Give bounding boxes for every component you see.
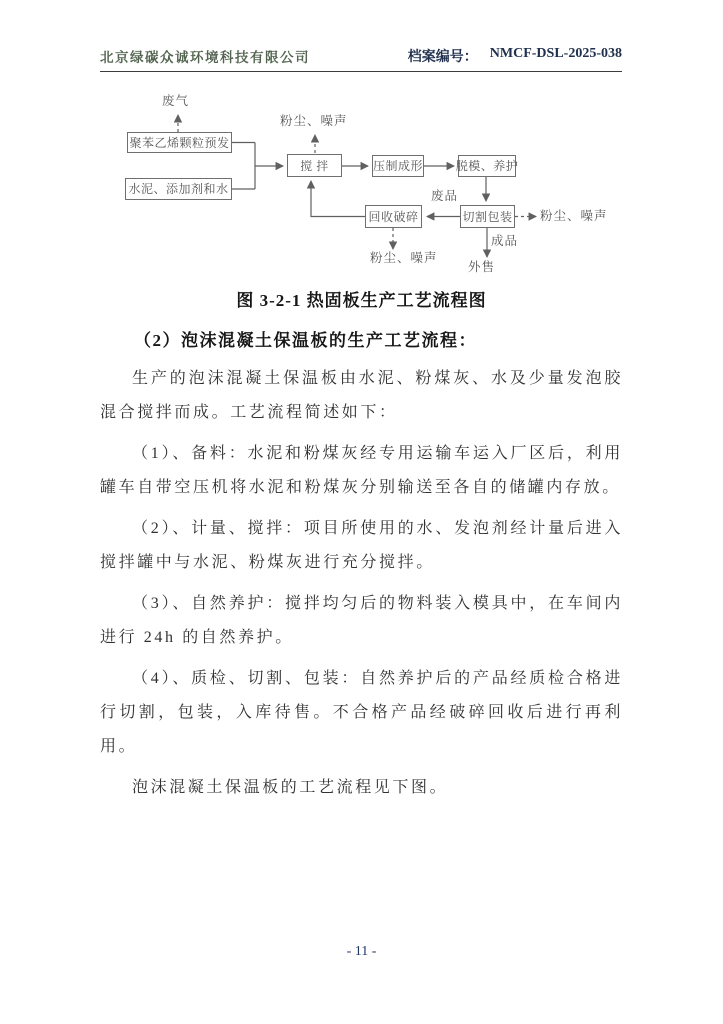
paragraph: 生产的泡沫混凝土保温板由水泥、粉煤灰、水及少量发泡胶混合搅拌而成。工艺流程简述如下：: [100, 370, 623, 421]
label-finished-product: 成品: [491, 234, 519, 248]
process-flow-diagram: [100, 88, 630, 288]
label-waste-product: 废品: [431, 189, 459, 203]
page-header: [100, 46, 622, 72]
paragraph: 泡沫混凝土保温板的工艺流程见下图。: [132, 779, 449, 796]
paragraph: （2）、计量、搅拌：项目所使用的水、发泡剂经计量后进入搅拌罐中与水泥、粉煤灰进行充分搅拌。: [100, 520, 623, 571]
label-dust-noise-bottom: 粉尘、噪声: [370, 251, 438, 265]
paragraph: （3）、自然养护：搅拌均匀后的物料装入模具中，在车间内进行 24h 的自然养护。: [100, 595, 623, 646]
file-number-label: 档案编号：: [407, 50, 478, 65]
page-number: - 11 -: [346, 944, 377, 959]
label-dust-noise-right: 粉尘、噪声: [540, 209, 608, 223]
node-pre-expand: 聚苯乙烯颗粒预发: [127, 132, 232, 153]
node-cut-package: 切割包装: [460, 205, 515, 228]
paragraph: （1）、备料：水泥和粉煤灰经专用运输车运入厂区后，利用罐车自带空压机将水泥和粉煤灰分别输送至各自的储罐内存放。: [100, 445, 623, 496]
node-cement-additive-water: 水泥、添加剂和水: [125, 178, 232, 200]
company-name: 北京绿碳众诚环境科技有限公司: [100, 50, 310, 65]
figure-caption: 图 3-2-1 热固板生产工艺流程图: [236, 291, 487, 310]
label-dust-noise-top: 粉尘、噪声: [280, 114, 348, 128]
paragraph: （4）、质检、切割、包装：自然养护后的产品经质检合格进行切割，包装，入库待售。不合格产品经破碎回收后进行再利用。: [100, 670, 623, 755]
document-body: [100, 286, 623, 812]
label-waste-gas: 废气: [162, 94, 190, 108]
node-pressing: 压制成形: [372, 155, 424, 177]
section-heading: （2）泡沫混凝土保温板的生产工艺流程：: [134, 331, 477, 350]
file-number: [408, 46, 622, 66]
label-external-sale: 外售: [468, 260, 496, 274]
file-number-value: NMCF-DSL-2025-038: [489, 46, 622, 61]
node-demold-curing: 脱模、养护: [458, 155, 516, 177]
node-recycle-crush: 回收破碎: [365, 205, 422, 228]
node-mixing: 搅 拌: [287, 154, 342, 177]
